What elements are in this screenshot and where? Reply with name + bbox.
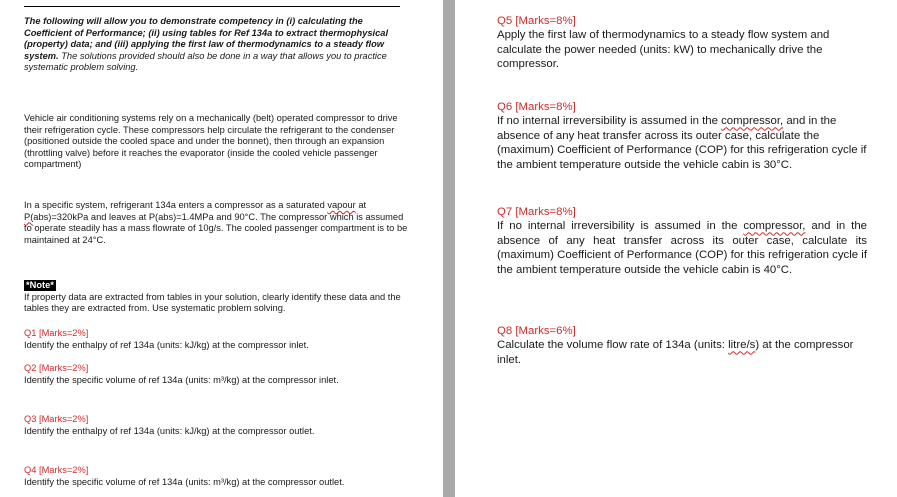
question-q2 — [24, 363, 408, 386]
question-text: Calculate the volume flow rate of 134a (units: litre/s) at the compressor inlet. — [497, 339, 854, 366]
right-page — [455, 0, 897, 497]
page-gutter — [443, 0, 455, 497]
header-rule — [24, 6, 400, 7]
question-label: Q5 [Marks=8%] — [497, 15, 576, 27]
question-label: Q2 [Marks=2%] — [24, 363, 89, 373]
question-q8 — [497, 324, 867, 367]
question-text: If no internal irreversibility is assumed in the compressor, and in the absence of any heat transfer across its outer case, calculate the (maximum) Coefficient of Performance (COP) for this refrigeration cycle if the ambient temperature outside the vehicle cabin is 30°C. — [497, 115, 867, 171]
question-q5 — [497, 14, 867, 72]
left-page — [0, 0, 443, 497]
spelling-p: P( — [24, 211, 34, 222]
note-badge: *Note* — [26, 280, 54, 290]
question-label: Q8 [Marks=6%] — [497, 325, 576, 337]
spelling-litre: litre/s — [728, 339, 756, 352]
context-paragraph: Vehicle air conditioning systems rely on a mechanically (belt) operated compressor to drive their refrigeration cycle. These compressors help circulate the refrigerant to the condenser (positioned outside the cooled space and under the bonnet), then through an expansion (throttling valve) before it reaches the evaporator (inside the cooled vehicle passenger compartment) — [24, 113, 398, 170]
spelling-compressor: compressor, — [743, 220, 806, 233]
system-paragraph: In a specific system, refrigerant 134a enters a compressor as a saturated vapour at P(abs)=320kPa and leaves at P(abs)=1.4MPa and 90°C. The compressor which is assumed to operate steadily has a mass flowrate of 10g/s. The cooled passenger compartment is to be maintained at 24°C. — [24, 200, 408, 245]
question-text: Identify the specific volume of ref 134a (units: m³/kg) at the compressor outlet. — [24, 476, 345, 487]
question-text: Identify the specific volume of ref 134a (units: m³/kg) at the compressor inlet. — [24, 374, 339, 385]
question-text: Apply the first law of thermodynamics to a steady flow system and calculate the power needed (units: kW) to mechanically drive the compressor. — [497, 29, 830, 71]
note-block — [24, 280, 408, 315]
question-label: Q3 [Marks=2%] — [24, 414, 89, 424]
intro-bold-text: The following will allow you to demonstrate competency in (i) calculating the Coefficient of Performance; (ii) using tables for Ref 134a to extract thermophysical (property) data; and (iii) applying the first law of thermodynamics to a steady flow system. — [24, 16, 389, 61]
question-q4 — [24, 465, 408, 488]
question-q6 — [497, 100, 867, 172]
question-text: Identify the enthalpy of ref 134a (units: kJ/kg) at the compressor inlet. — [24, 339, 309, 350]
question-label: Q4 [Marks=2%] — [24, 465, 89, 475]
intro-paragraph — [24, 16, 408, 74]
question-q1 — [24, 328, 408, 351]
question-label: Q6 [Marks=8%] — [497, 101, 576, 113]
note-text: If property data are extracted from tables in your solution, clearly identify these data and the tables they are extracted from. Use systematic problem solving. — [24, 291, 401, 314]
intro-normal-text: The solutions provided should also be done in a way that allows you to practice systematic problem solving. — [24, 50, 387, 73]
question-text: If no internal irreversibility is assumed in the compressor, and in the absence of any heat transfer across its outer case, calculate its (maximum) Coefficient of Performance (COP) for this refrigeration cycle if the ambient temperature outside the vehicle cabin is 40°C. — [497, 220, 868, 276]
question-label: Q7 [Marks=8%] — [497, 206, 576, 218]
question-text: Identify the enthalpy of ref 134a (units: kJ/kg) at the compressor outlet. — [24, 425, 315, 436]
spelling-vapour: vapour — [327, 200, 356, 210]
question-q7 — [497, 205, 867, 277]
spelling-compressor: compressor, — [721, 115, 784, 128]
question-q3 — [24, 414, 408, 437]
question-label: Q1 [Marks=2%] — [24, 328, 89, 338]
